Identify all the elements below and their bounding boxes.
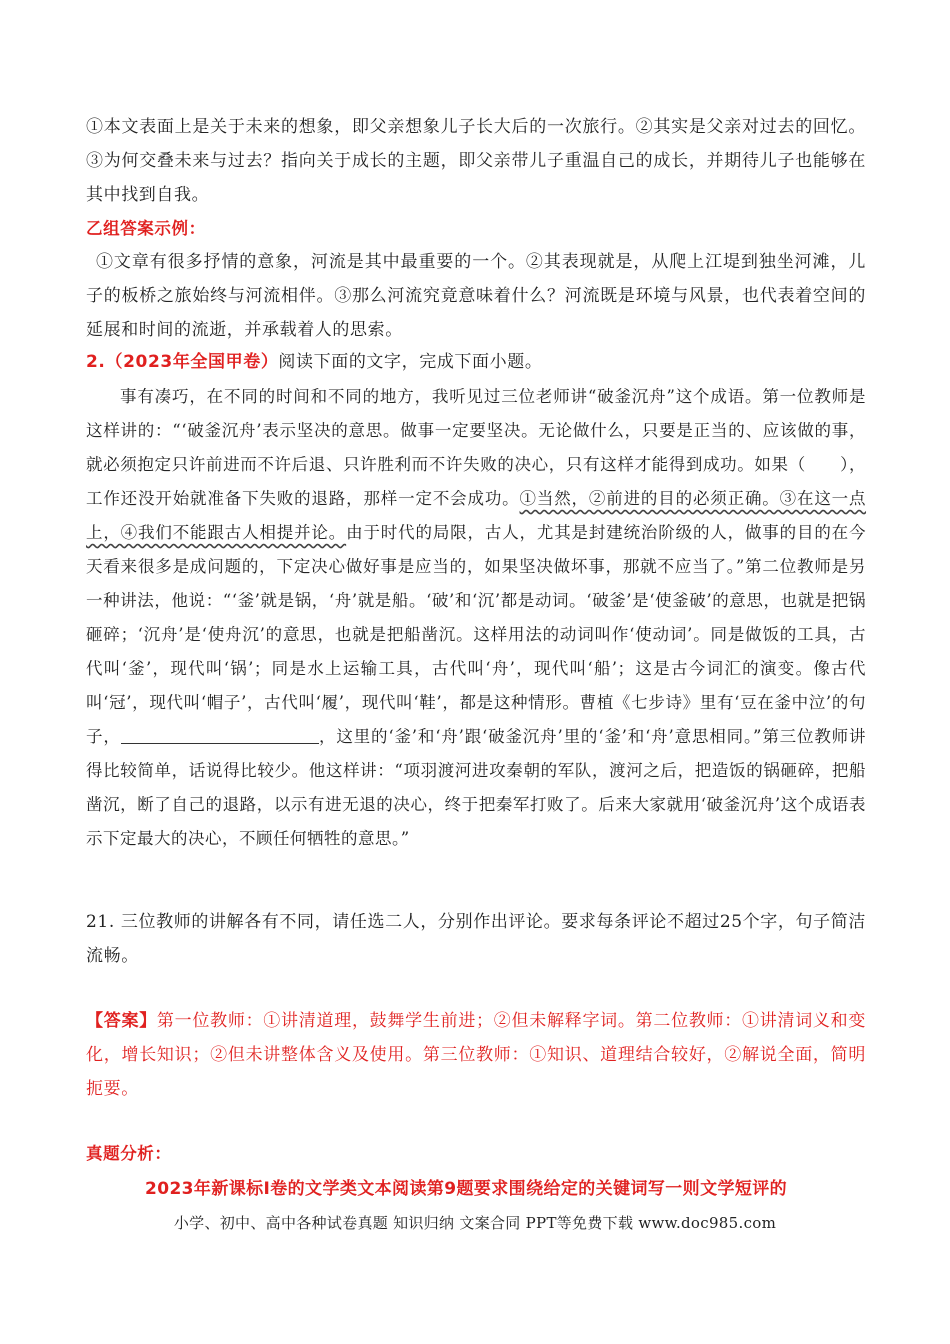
answer-label: 【答案】: [86, 1011, 157, 1031]
passage-part-3: ，这里的‘釜’和‘舟’跟‘破釜沉舟’里的‘釜’和‘舟’意思相同。”第三位教师讲得比较简单，话说得比较少。他这样讲：“项羽渡河进攻秦朝的军队，渡河之后，把造饭的锅砸碎，把船凿沉，断了自己的退路，以示有进无退的决心，终于把秦军打败了。后来大家就用‘破釜沉舟’这个成语表示下定最大的决心，不顾任何牺牲的意思。”: [86, 727, 867, 848]
question-2-number: 2.: [86, 352, 106, 372]
group-a-answer: ①本文表面上是关于未来的想象，即父亲想象儿子长大后的一次旅行。②其实是父亲对过去的回忆。③为何交叠未来与过去？指向关于成长的主题，即父亲带儿子重温自己的成长，并期待儿子也能够在其中找到自我。: [86, 117, 866, 205]
question-2-instruction: 阅读下面的文字，完成下面小题。: [278, 352, 543, 372]
page-footer: 小学、初中、高中各种试卷真题 知识归纳 文案合同 PPT等免费下载 www.doc985.com: [173, 1214, 777, 1232]
question-21: 21. 三位教师的讲解各有不同，请任选二人，分别作出评论。要求每条评论不超过25个字，句子简洁流畅。: [86, 912, 866, 966]
question-2-source: （2023年全国甲卷）: [105, 352, 279, 372]
passage-part-2: 由于时代的局限，古人，尤其是封建统治阶级的人，做事的目的在今天看来很多是成问题的，下定决心做好事是应当的，如果坚决做坏事，那就不应当了。”第二位教师是另一种讲法，他说：“‘釜’就是锅，‘舟’就是船。‘破’和‘沉’都是动词。‘破釜’是‘使釜破’的意思，也就是把锅砸碎；‘沉舟’是‘使舟沉’的意思，也就是把船凿沉。这样用法的动词叫作‘使动词’。同是做饭的工具，古代叫‘釜’，现代叫‘锅’；同是水上运输工具，古代叫‘舟’，现代叫‘船’；这是古今词汇的演变。像古代叫‘冠’，现代叫‘帽子’，古代叫‘履’，现代叫‘鞋’，都是这种情形。曹植《七步诗》里有‘豆在釜中泣’的句子，: [86, 523, 867, 746]
analysis-heading: 真题分析：: [86, 1144, 172, 1163]
answer-block: [86, 1004, 866, 1106]
passage-wavy-sentence: ①当然，②前进的目的必须正确。③在这一点上，④我们不能跟古人相提并论。: [86, 489, 867, 542]
group-b-heading: 乙组答案示例：: [86, 219, 206, 238]
analysis-line: 2023年新课标Ⅰ卷的文学类文本阅读第9题要求围绕给定的关键词写一则文学短评的: [145, 1179, 788, 1199]
fill-in-blank: [121, 725, 319, 744]
question-2-header: [86, 345, 866, 379]
answer-text: 第一位教师：①讲清道理，鼓舞学生前进；②但未解释字词。第二位教师：①讲清词义和变化，增长知识；②但未讲整体含义及使用。第三位教师：①知识、道理结合较好，②解说全面，简明扼要。: [86, 1011, 866, 1099]
reading-passage: [86, 380, 866, 856]
group-b-answer: ①文章有很多抒情的意象，河流是其中最重要的一个。②其表现就是，从爬上江堤到独坐河滩，儿子的板桥之旅始终与河流相伴。③那么河流究竟意味着什么？河流既是环境与风景，也代表着空间的延展和时间的流逝，并承载着人的思索。: [86, 252, 866, 340]
passage-part-1: 事有凑巧，在不同的时间和不同的地方，我听见过三位老师讲“破釜沉舟”这个成语。第一位教师是这样讲的：“‘破釜沉舟’表示坚决的意思。做事一定要坚决。无论做什么，只要是正当的、应该做的事，就必须抱定只许前进而不许后退、只许胜利而不许失败的决心，只有这样才能得到成功。如果（ ），工作还没开始就准备下失败的退路，那样一定不会成功。: [86, 387, 866, 508]
